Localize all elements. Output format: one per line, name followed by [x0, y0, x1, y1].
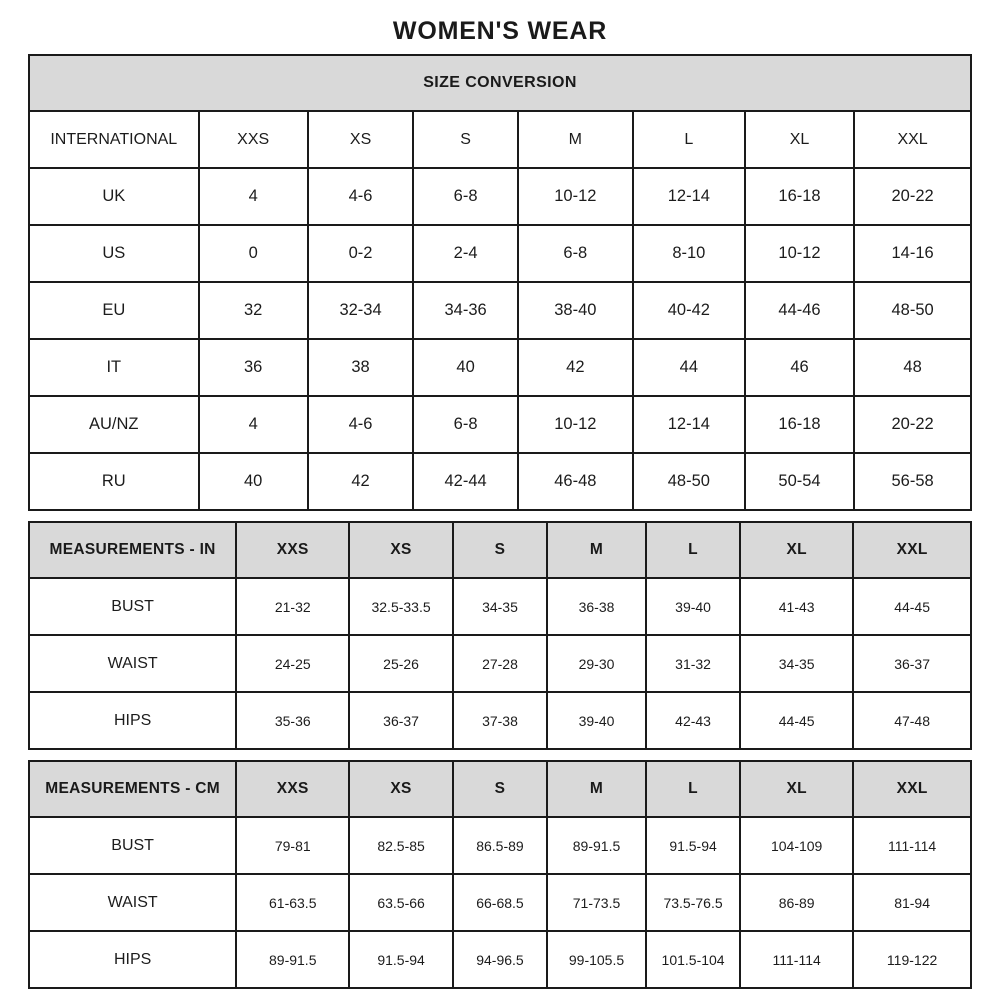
table-row	[29, 522, 971, 578]
size-cell: 48	[854, 339, 971, 396]
size-conversion-header: SIZE CONVERSION	[29, 55, 971, 111]
measurement-cell: 94-96.5	[453, 931, 547, 988]
measurement-cell: 32.5-33.5	[349, 578, 453, 635]
size-cell: 6-8	[518, 225, 633, 282]
size-cell: 56-58	[854, 453, 971, 510]
column-header: XS	[349, 761, 453, 817]
column-header: M	[518, 111, 633, 168]
size-cell: 50-54	[745, 453, 854, 510]
size-cell: 6-8	[413, 396, 518, 453]
measurement-cell: 24-25	[236, 635, 349, 692]
size-cell: 36	[199, 339, 308, 396]
measurements-cm-table	[28, 760, 972, 989]
measurement-cell: 111-114	[740, 931, 853, 988]
column-header: L	[633, 111, 745, 168]
size-cell: 0	[199, 225, 308, 282]
column-header: XS	[308, 111, 414, 168]
size-cell: 48-50	[633, 453, 745, 510]
table-row	[29, 874, 971, 931]
size-cell: 42-44	[413, 453, 518, 510]
column-header: L	[646, 761, 740, 817]
measurement-cell: 91.5-94	[646, 817, 740, 874]
table-row	[29, 761, 971, 817]
size-cell: 2-4	[413, 225, 518, 282]
measurement-cell: 111-114	[853, 817, 971, 874]
column-header: XS	[349, 522, 453, 578]
measurement-cell: 34-35	[740, 635, 853, 692]
measurement-cell: 99-105.5	[547, 931, 646, 988]
row-label: BUST	[29, 578, 236, 635]
size-cell: 44	[633, 339, 745, 396]
size-cell: 48-50	[854, 282, 971, 339]
measurement-cell: 89-91.5	[547, 817, 646, 874]
table-row	[29, 282, 971, 339]
size-cell: 34-36	[413, 282, 518, 339]
measurement-cell: 63.5-66	[349, 874, 453, 931]
column-header: M	[547, 761, 646, 817]
row-label: BUST	[29, 817, 236, 874]
size-cell: 32	[199, 282, 308, 339]
measurement-cell: 104-109	[740, 817, 853, 874]
row-label: AU/NZ	[29, 396, 199, 453]
row-label: IT	[29, 339, 199, 396]
measurement-cell: 41-43	[740, 578, 853, 635]
measurement-cell: 47-48	[853, 692, 971, 749]
size-cell: 10-12	[518, 396, 633, 453]
size-cell: 4-6	[308, 168, 414, 225]
row-label: RU	[29, 453, 199, 510]
table-row	[29, 225, 971, 282]
column-header: S	[413, 111, 518, 168]
row-label: WAIST	[29, 874, 236, 931]
measurement-cell: 82.5-85	[349, 817, 453, 874]
table-row	[29, 578, 971, 635]
row-label: EU	[29, 282, 199, 339]
measurement-cell: 21-32	[236, 578, 349, 635]
table-row	[29, 817, 971, 874]
table-row	[29, 111, 971, 168]
measurement-cell: 61-63.5	[236, 874, 349, 931]
measurement-cell: 27-28	[453, 635, 547, 692]
column-header: XXL	[854, 111, 971, 168]
size-cell: 40-42	[633, 282, 745, 339]
size-cell: 40	[413, 339, 518, 396]
measurements-in-table	[28, 521, 972, 750]
measurement-cell: 86-89	[740, 874, 853, 931]
measurement-cell: 44-45	[740, 692, 853, 749]
table-row	[29, 168, 971, 225]
column-header: XXL	[853, 522, 971, 578]
size-cell: 44-46	[745, 282, 854, 339]
measurement-cell: 119-122	[853, 931, 971, 988]
table-row	[29, 453, 971, 510]
measurement-cell: 39-40	[646, 578, 740, 635]
table-row	[29, 396, 971, 453]
column-header: L	[646, 522, 740, 578]
measurement-cell: 25-26	[349, 635, 453, 692]
measurement-cell: 36-38	[547, 578, 646, 635]
size-cell: 8-10	[633, 225, 745, 282]
measurement-cell: 101.5-104	[646, 931, 740, 988]
measurement-cell: 81-94	[853, 874, 971, 931]
column-header: XL	[745, 111, 854, 168]
table-row	[29, 692, 971, 749]
size-cell: 46	[745, 339, 854, 396]
size-cell: 38	[308, 339, 414, 396]
column-header-international: INTERNATIONAL	[29, 111, 199, 168]
column-header: XXS	[236, 761, 349, 817]
row-label: WAIST	[29, 635, 236, 692]
size-cell: 12-14	[633, 168, 745, 225]
measurement-cell: 34-35	[453, 578, 547, 635]
measurement-cell: 89-91.5	[236, 931, 349, 988]
measurement-cell: 36-37	[349, 692, 453, 749]
column-header: S	[453, 761, 547, 817]
measurement-cell: 44-45	[853, 578, 971, 635]
page-title: WOMEN'S WEAR	[392, 17, 608, 45]
measurement-cell: 42-43	[646, 692, 740, 749]
column-header: M	[547, 522, 646, 578]
measurement-cell: 73.5-76.5	[646, 874, 740, 931]
size-cell: 10-12	[745, 225, 854, 282]
size-cell: 16-18	[745, 168, 854, 225]
measurement-cell: 79-81	[236, 817, 349, 874]
size-cell: 0-2	[308, 225, 414, 282]
table-row	[29, 931, 971, 988]
size-cell: 4	[199, 396, 308, 453]
measurement-cell: 31-32	[646, 635, 740, 692]
measurement-cell: 66-68.5	[453, 874, 547, 931]
size-cell: 46-48	[518, 453, 633, 510]
measurement-cell: 37-38	[453, 692, 547, 749]
column-header: XL	[740, 522, 853, 578]
measurements-in-header: MEASUREMENTS - IN	[29, 522, 236, 578]
measurement-cell: 39-40	[547, 692, 646, 749]
size-cell: 20-22	[854, 396, 971, 453]
size-cell: 20-22	[854, 168, 971, 225]
measurement-cell: 91.5-94	[349, 931, 453, 988]
table-row	[29, 635, 971, 692]
column-header: XXS	[199, 111, 308, 168]
size-cell: 4-6	[308, 396, 414, 453]
size-cell: 40	[199, 453, 308, 510]
size-conversion-table	[28, 54, 972, 511]
size-cell: 42	[308, 453, 414, 510]
measurement-cell: 36-37	[853, 635, 971, 692]
row-label: US	[29, 225, 199, 282]
measurement-cell: 71-73.5	[547, 874, 646, 931]
row-label: HIPS	[29, 692, 236, 749]
column-header: XXL	[853, 761, 971, 817]
column-header: S	[453, 522, 547, 578]
measurements-cm-header: MEASUREMENTS - CM	[29, 761, 236, 817]
size-cell: 14-16	[854, 225, 971, 282]
size-cell: 42	[518, 339, 633, 396]
column-header: XL	[740, 761, 853, 817]
size-cell: 4	[199, 168, 308, 225]
measurement-cell: 35-36	[236, 692, 349, 749]
size-cell: 38-40	[518, 282, 633, 339]
size-cell: 6-8	[413, 168, 518, 225]
column-header: XXS	[236, 522, 349, 578]
size-cell: 10-12	[518, 168, 633, 225]
row-label: UK	[29, 168, 199, 225]
measurement-cell: 29-30	[547, 635, 646, 692]
table-row	[29, 339, 971, 396]
measurement-cell: 86.5-89	[453, 817, 547, 874]
size-cell: 32-34	[308, 282, 414, 339]
table-row	[29, 55, 971, 111]
row-label: HIPS	[29, 931, 236, 988]
size-cell: 16-18	[745, 396, 854, 453]
size-cell: 12-14	[633, 396, 745, 453]
